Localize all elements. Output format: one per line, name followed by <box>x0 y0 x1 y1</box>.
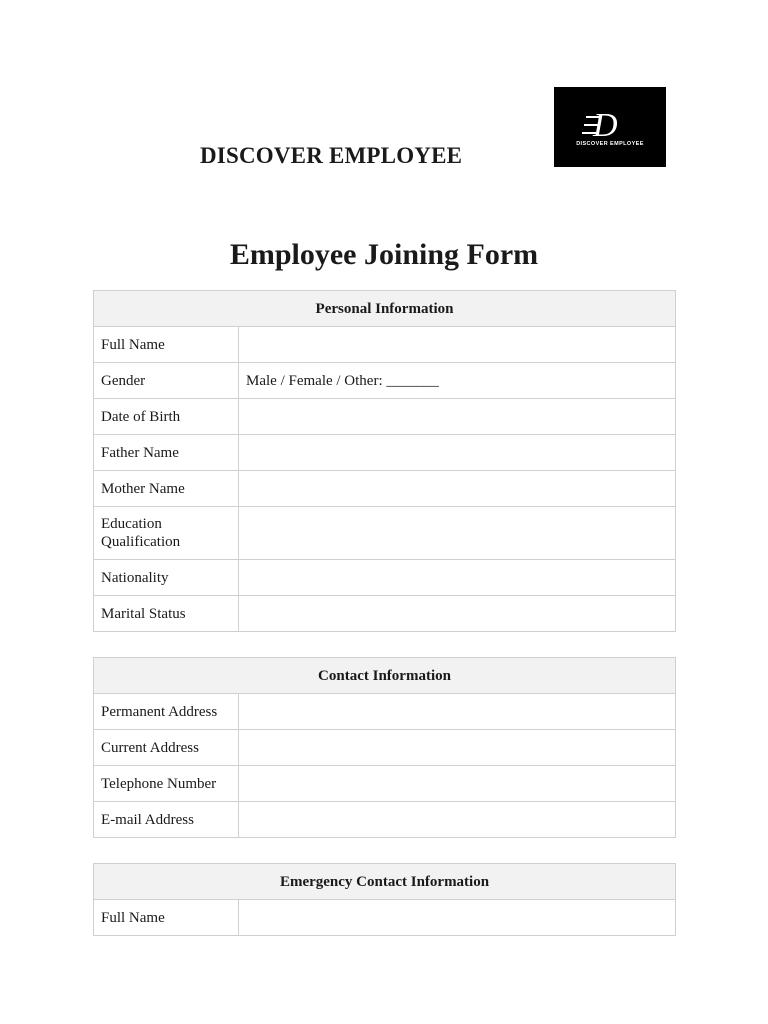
field-value-father-name[interactable] <box>239 435 676 471</box>
table-row <box>94 363 676 399</box>
field-value-telephone-number[interactable] <box>239 766 676 802</box>
field-label-email-address: E-mail Address <box>94 802 239 838</box>
field-value-permanent-address[interactable] <box>239 694 676 730</box>
field-value-full-name[interactable] <box>239 327 676 363</box>
table-row <box>94 900 676 936</box>
table-row <box>94 560 676 596</box>
field-label-education-qualification: Education Qualification <box>94 507 239 560</box>
table-row <box>94 596 676 632</box>
field-value-marital-status[interactable] <box>239 596 676 632</box>
section-heading-emergency: Emergency Contact Information <box>94 864 676 900</box>
field-value-mother-name[interactable] <box>239 471 676 507</box>
field-label-father-name: Father Name <box>94 435 239 471</box>
table-row <box>94 435 676 471</box>
logo-mark-icon <box>554 87 666 167</box>
field-value-gender[interactable]: Male / Female / Other: _______ <box>239 363 676 399</box>
field-value-education-qualification[interactable] <box>239 507 676 560</box>
field-value-current-address[interactable] <box>239 730 676 766</box>
table-row <box>94 471 676 507</box>
field-value-nationality[interactable] <box>239 560 676 596</box>
field-label-full-name: Full Name <box>94 327 239 363</box>
field-label-nationality: Nationality <box>94 560 239 596</box>
field-value-emergency-full-name[interactable] <box>239 900 676 936</box>
table-row <box>94 730 676 766</box>
section-heading-personal: Personal Information <box>94 291 676 327</box>
company-logo <box>554 87 666 167</box>
field-label-telephone-number: Telephone Number <box>94 766 239 802</box>
table-row <box>94 802 676 838</box>
form-title: Employee Joining Form <box>229 238 539 271</box>
contact-information-table <box>93 657 676 838</box>
field-value-email-address[interactable] <box>239 802 676 838</box>
table-row <box>94 507 676 560</box>
company-name: DISCOVER EMPLOYEE <box>200 143 463 168</box>
field-label-gender: Gender <box>94 363 239 399</box>
table-row <box>94 694 676 730</box>
field-label-current-address: Current Address <box>94 730 239 766</box>
logo-mark-letter: D <box>593 107 618 144</box>
table-row <box>94 399 676 435</box>
field-label-permanent-address: Permanent Address <box>94 694 239 730</box>
field-label-mother-name: Mother Name <box>94 471 239 507</box>
table-row <box>94 766 676 802</box>
field-label-emergency-full-name: Full Name <box>94 900 239 936</box>
emergency-contact-table <box>93 863 676 936</box>
field-value-date-of-birth[interactable] <box>239 399 676 435</box>
field-label-marital-status: Marital Status <box>94 596 239 632</box>
section-heading-contact: Contact Information <box>94 658 676 694</box>
logo-caption: DISCOVER EMPLOYEE <box>576 141 644 147</box>
table-row <box>94 327 676 363</box>
field-label-date-of-birth: Date of Birth <box>94 399 239 435</box>
personal-information-table <box>93 290 676 632</box>
